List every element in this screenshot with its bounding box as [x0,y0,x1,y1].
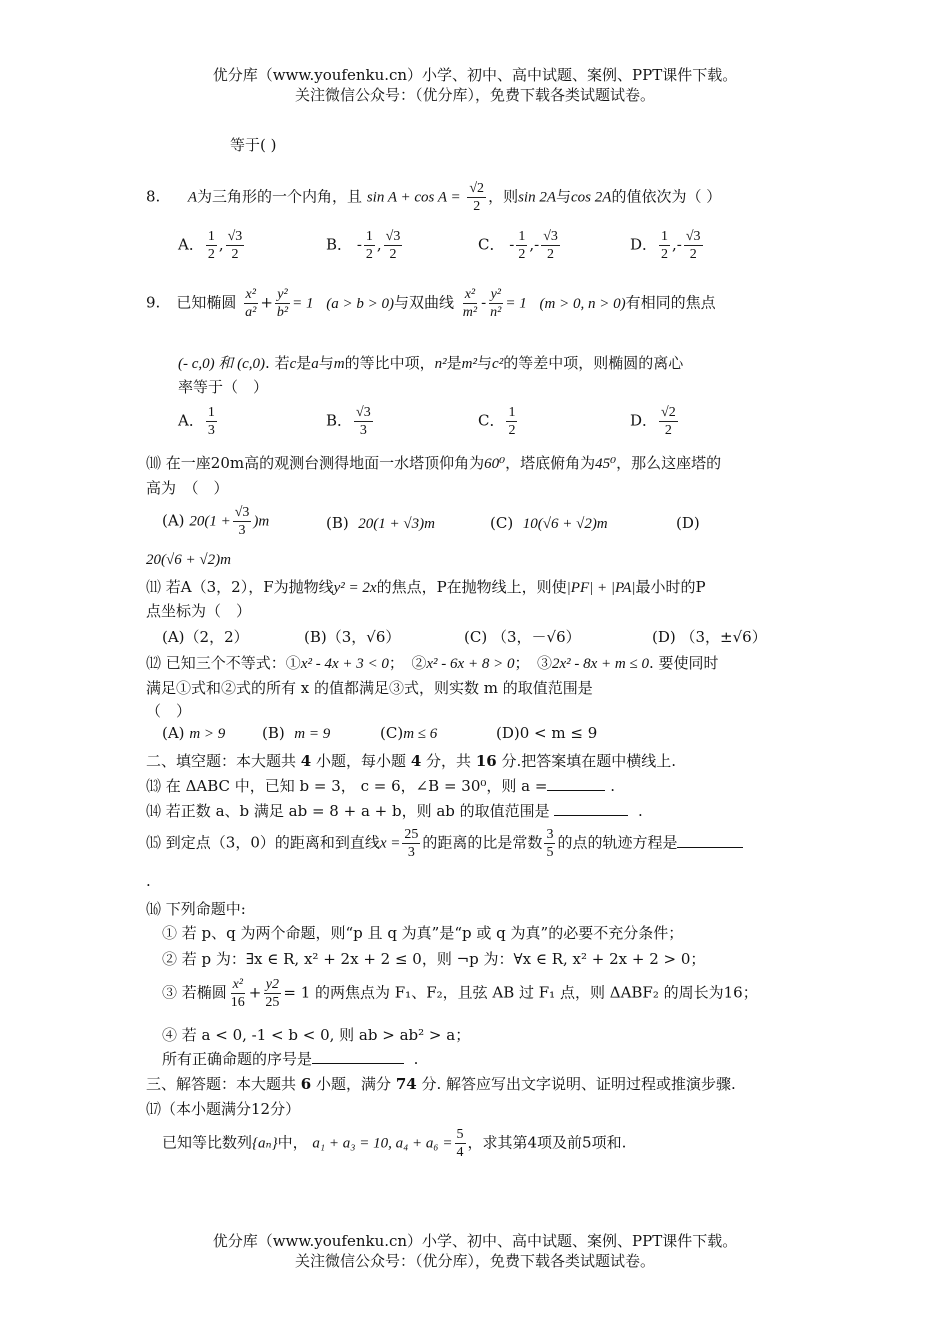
question-13: ⒀ 在 ΔABC 中，已知 b = 3， c = 6，∠B = 30⁰，则 a = . [146,777,616,795]
q10-line-2: 高为 （ ） [146,479,229,497]
q10-option-b: (B) 20(1 + √3)m [326,514,435,532]
q11-line-2: 点坐标为（ ） [146,602,252,620]
q12-option-d: (D)0 < m ≤ 9 [496,724,598,742]
q9-line-3: 率等于（ ） [178,378,269,396]
q11-option-a: (A)（2，2） [162,628,249,646]
footer-line-2: 关注微信公众号：（优分库），免费下载各类试题试卷。 [294,1252,655,1270]
question-8: 8. A为三角形的一个内角，且 sin A + cos A = $\frac{√2}{2}$ ，则sin 2A与cos 2A的值依次为（ ） [146,181,722,214]
question-10: ⑽ 在一座20m高的观测台测得地面一水塔顶仰角为60⁰，塔底俯角为45⁰，那么这座塔的 [146,454,722,472]
q11-option-b: (B)（3，√6） [304,628,401,646]
q16-item-2: ② 若 p 为：∃x ∈ R, x² + 2x + 2 ≤ 0，则 ¬p 为：∀x ∈ R, x² + 2x + 2 > 0； [162,950,706,968]
q8-option-d: D． $\frac{1}{2}$ ,- $\frac{√3}{2}$ [630,229,701,262]
q10-option-a: (A) 20(1 + $\frac{√3}{3}$ )m [162,505,270,538]
q10-option-c: (C) 10(√6 + √2)m [490,514,608,532]
q8-option-c: C． - $\frac{1}{2}$ ,- $\frac{√3}{2}$ [478,229,558,262]
q10-option-d-value: 20(√6 + √2)m [146,552,231,568]
question-14: ⒁ 若正数 a、b 满足 ab = 8 + a + b，则 ab 的取值范围是 . [146,802,643,820]
q11-option-d: (D) （3，±√6） [652,628,767,646]
q10-option-d: (D) [676,514,700,532]
section-2-heading: 二、填空题：本大题共 4 小题，每小题 4 分，共 16 分.把答案填在题中横线上. [146,752,677,770]
question-16: ⒃ 下列命题中: [146,900,246,918]
q9-option-b: B． $\frac{√3}{3}$ [326,405,371,438]
q9-option-d: D． $\frac{√2}{2}$ [630,405,676,438]
question-12: ⑿ 已知三个不等式：①x² - 4x + 3 < 0； ②x² - 6x + 8 > 0； ③2x² - 8x + m ≤ 0. 要使同时 [146,654,719,672]
q12-option-b: (B) m = 9 [262,724,331,742]
q16-item-4: ④ 若 a < 0, -1 < b < 0, 则 ab > ab² > a； [162,1026,471,1044]
q11-option-c: (C) （3，－√6） [464,628,581,646]
q12-option-a: (A) m > 9 [162,724,226,742]
header-line-2: 关注微信公众号：（优分库），免费下载各类试题试卷。 [294,86,655,104]
q8-option-a: A． $\frac{1}{2}$ , $\frac{√3}{2}$ [178,229,243,262]
q12-line-2: 满足①式和②式的所有 x 的值都满足③式，则实数 m 的取值范围是 [146,679,593,697]
q8-option-b: B． - $\frac{1}{2}$ , $\frac{√3}{2}$ [326,229,401,262]
header-line-1: 优分库（www.youfenku.cn）小学、初中、高中试题、案例、PPT课件下载。 [212,66,738,84]
q9-line-2: (- c,0) 和 (c,0). 若c是a与m的等比中项，n²是m²与c²的等差中项，则椭圆的离心 [178,354,684,372]
q9-option-c: C． $\frac{1}{2}$ [478,405,516,438]
section-3-heading: 三、解答题：本大题共 6 小题，满分 74 分. 解答应写出文字说明、证明过程或推演步骤. [146,1075,736,1093]
q16-item-3: ③ 若椭圆 $\frac{\text{x²}}{16}$ + $\frac{y2}{25}$ = 1 的两焦点为 F₁、F₂，且弦 AB 过 F₁ 点，则 ΔABF₂ 的周长为16； [162,977,758,1010]
q16-item-1: ① 若 p、q 为两个命题，则“p 且 q 为真”是“p 或 q 为真”的必要不充分条件； [162,924,684,942]
q9-option-a: A． $\frac{1}{3}$ [178,405,215,438]
q12-line-3: （ ） [146,702,192,720]
question-11: ⑾ 若A（3，2），F为抛物线y² = 2x的焦点，P在抛物线上，则使|PF| + |PA|最小时的P [146,578,706,596]
q16-last: 所有正确命题的序号是 . [162,1050,419,1068]
footer-line-1: 优分库（www.youfenku.cn）小学、初中、高中试题、案例、PPT课件下载。 [212,1232,738,1250]
q15-dot: . [146,872,151,890]
question-9: 9. 已知椭圆 $\frac{\text{x²}}{\text{a²}}$ + $\frac{\text{y²}}{\text{b²}}$ = 1 (a > b > 0)与双曲线 $\frac{\text{x²}}{\text{m²}}$ - $\frac{\text{y²}}{\text{n²}}$ = 1 (m > 0, n > 0)有相同的焦点 [146,287,716,320]
question-17: ⒄（本小题满分12分） [146,1100,301,1118]
q17-body: 已知等比数列{aₙ}中， a₁ + a₃ = 10, a₄ + a₆ = $\frac{5}{4}$ ，求其第4项及前5项和. [162,1127,627,1160]
q12-option-c: (C)m ≤ 6 [380,724,438,742]
question-15: ⒂ 到定点（3，0）的距离和到直线x = $\frac{25}{3}$ 的距离的比是常数 $\frac{3}{5}$ 的点的轨迹方程是 [146,826,743,861]
q7-tail: 等于( ) [230,136,277,154]
